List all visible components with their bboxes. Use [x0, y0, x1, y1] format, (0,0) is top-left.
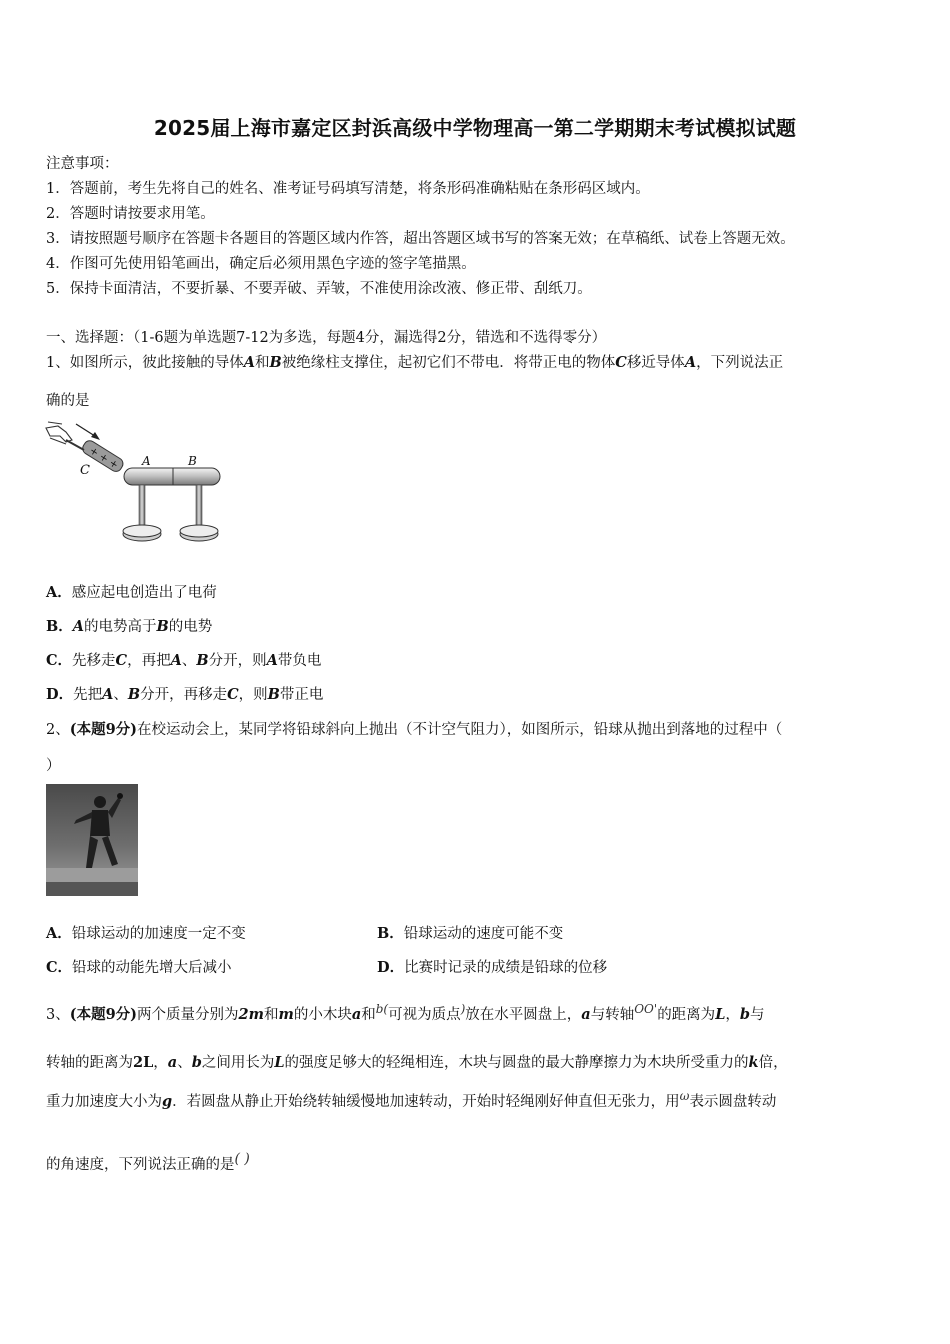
svg-text:+ + +: + + + — [87, 445, 120, 472]
q1-option-c: C．先移走C，再把A、B分开，则A带负电 — [46, 652, 322, 669]
notice-item: 5．保持卡面清洁，不要折暴、不要弄破、弄皱，不准使用涂改液、修正带、刮纸刀。 — [46, 281, 592, 297]
q2-option-c: C．铅球的动能先增大后减小 — [46, 959, 232, 976]
page-title: 2025届上海市嘉定区封浜高级中学物理高一第二学期期末考试模拟试题 — [153, 116, 797, 140]
q3-stem-line3: 重力加速度大小为g．若圆盘从静止开始绕转轴缓慢地加速转动，开始时轻绳刚好伸直但无张力，用$^\omega$表示圆盘转动 — [46, 1089, 777, 1110]
q1-conductor-figure — [44, 418, 224, 550]
q1-option-b: B．A的电势高于B的电势 — [46, 618, 213, 635]
label-a: A — [142, 454, 151, 468]
q1-stem: 1、如图所示，彼此接触的导体A和B被绝缘柱支撑住，起初它们不带电．将带正电的物体C移近导体A，下列说法正 — [46, 354, 784, 371]
q2-shot-put-photo — [46, 784, 138, 896]
q1-stem-line2: 确的是 — [46, 393, 90, 409]
notice-item: 3．请按照题号顺序在答题卡各题目的答题区域内作答，超出答题区域书写的答案无效；在草稿纸、试卷上答题无效。 — [46, 231, 795, 247]
q2-option-a: A．铅球运动的加速度一定不变 — [46, 925, 246, 942]
q3-stem-line2: 转轴的距离为2L，a、b之间用长为L的强度足够大的轻绳相连，木块与圆盘的最大静摩擦力为木块所受重力的k倍， — [46, 1054, 788, 1071]
q3-stem: 3、(本题9分)两个质量分别为2m和m的小木块a和$^{b(}$可视为质点)放在水平圆盘上，a与转轴$^{OO'}$的距离为L，b与 — [46, 1002, 765, 1023]
q2-stem: 2、(本题9分)在校运动会上，某同学将铅球斜向上抛出（不计空气阻力），如图所示，铅球从抛出到落地的过程中（ — [46, 721, 783, 738]
q3-stem-line4: 的角速度，下列说法正确的是( ) — [46, 1151, 250, 1173]
q2-stem-line2: ） — [46, 758, 61, 774]
notice-item: 1．答题前，考生先将自己的姓名、准考证号码填写清楚，将条形码准确粘贴在条形码区域内。 — [46, 181, 650, 197]
q1-option-a: A．感应起电创造出了电荷 — [46, 584, 217, 601]
notice-item: 2．答题时请按要求用笔。 — [46, 206, 215, 222]
q1-option-d: D．先把A、B分开，再移走C，则B带正电 — [46, 686, 324, 703]
label-c: C — [80, 463, 90, 478]
notice-heading: 注意事项： — [46, 156, 119, 172]
q2-option-b: B．铅球运动的速度可能不变 — [377, 925, 564, 942]
notice-item: 4．作图可先使用铅笔画出，确定后必须用黑色字迹的签字笔描黑。 — [46, 256, 476, 272]
label-b: B — [188, 454, 197, 468]
q2-option-d: D．比赛时记录的成绩是铅球的位移 — [377, 959, 608, 976]
section-heading: 一、选择题：（1-6题为单选题7-12为多选，每题4分，漏选得2分，错选和不选得零分） — [46, 330, 607, 346]
